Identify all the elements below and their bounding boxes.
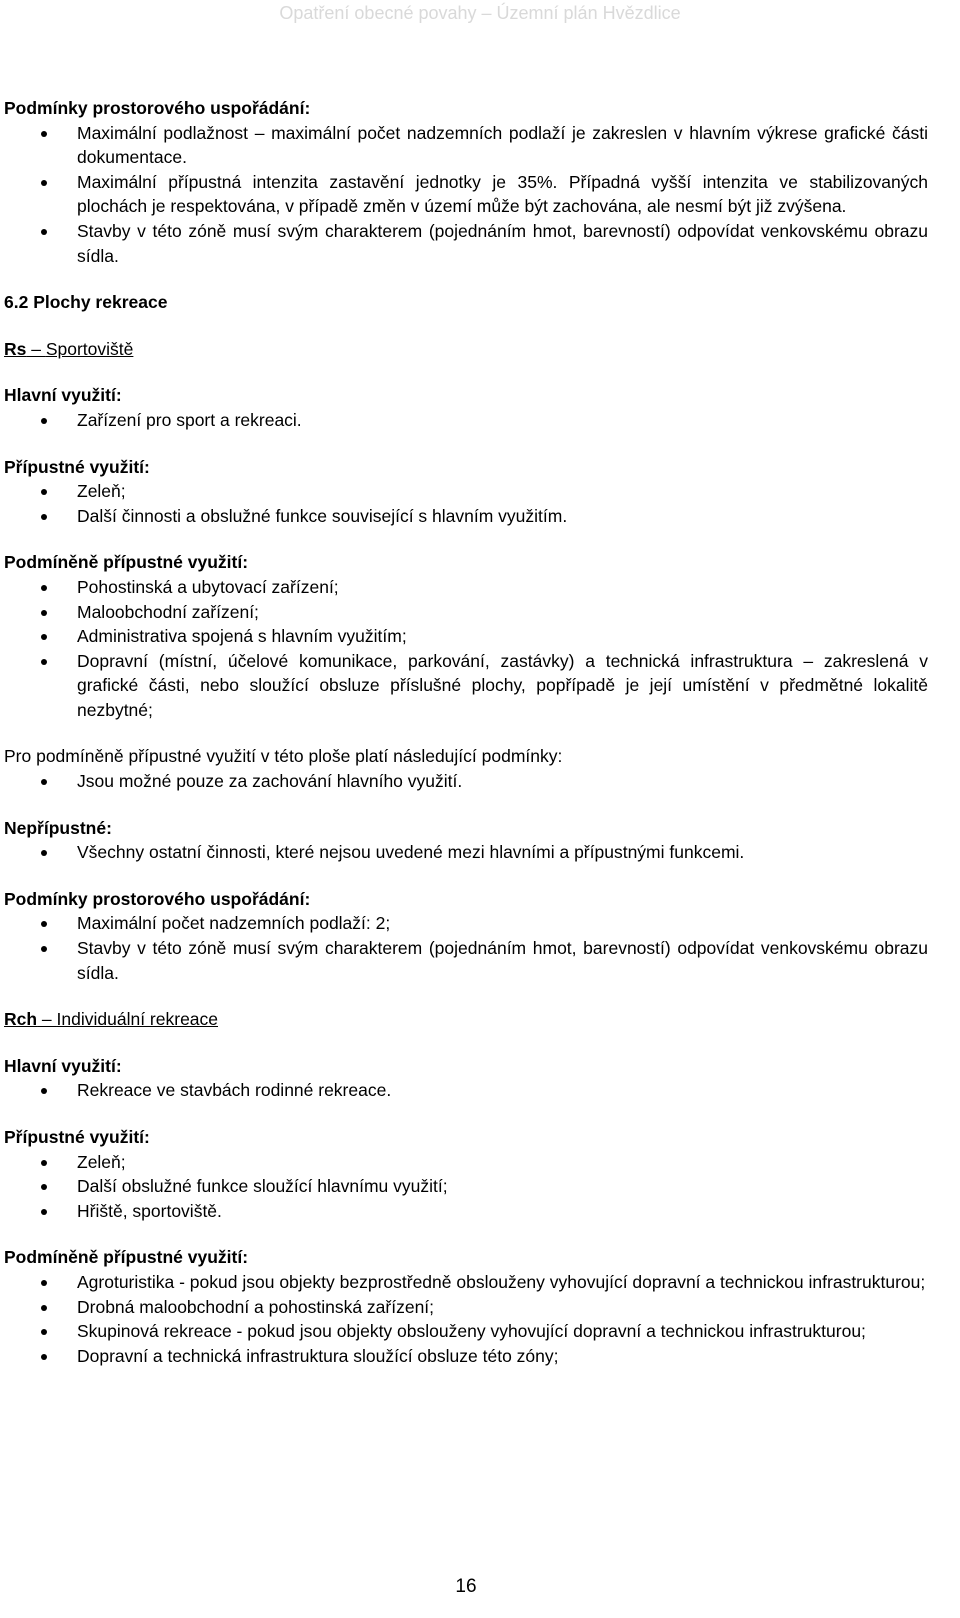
page-header: Opatření obecné povahy – Územní plán Hvězdlice (279, 3, 681, 23)
bullet-list (4, 479, 928, 528)
list-item: Maximální přípustná intenzita zastavění jednotky je 35%. Případná vyšší intenzita ve stabilizovaných plochách je respektována, v případě změn v území může být zachována, ale nesmí být již zvýšena. (4, 170, 928, 219)
section-heading: Podmínky prostorového uspořádání: (4, 888, 311, 909)
list-item: Stavby v této zóně musí svým charakterem (pojednáním hmot, barevností) odpovídat venkovskému obrazu sídla. (4, 936, 928, 985)
list-item: Drobná maloobchodní a pohostinská zařízení; (4, 1295, 928, 1320)
bullet-list (4, 575, 928, 723)
section-heading: Hlavní využití: (4, 385, 122, 406)
zone-title (4, 337, 928, 362)
list-item: Zeleň; (4, 1150, 928, 1175)
zone-separator: – (37, 1009, 57, 1030)
bullet-list (4, 911, 928, 985)
zone-name: Individuální rekreace (56, 1009, 219, 1030)
list-item: Zařízení pro sport a rekreaci. (4, 408, 928, 433)
section-heading: Přípustné využití: (4, 1127, 150, 1147)
bullet-list (4, 121, 928, 269)
list-item: Dopravní a technická infrastruktura sloužící obsluze této zóny; (4, 1344, 928, 1369)
zone-name: Sportoviště (45, 338, 134, 359)
list-item: Skupinová rekreace - pokud jsou objekty obslouženy vyhovující dopravní a technickou infrastrukturou; (4, 1319, 928, 1344)
bullet-list (4, 840, 928, 865)
section-heading: Hlavní využití: (4, 1055, 122, 1076)
zone-title (4, 1007, 928, 1032)
list-item: Administrativa spojená s hlavním využitím; (4, 624, 928, 649)
zone-code: Rch (4, 1009, 38, 1030)
section-heading: Nepřípustné: (4, 817, 112, 838)
bullet-list (4, 408, 928, 433)
list-item: Další obslužné funkce sloužící hlavnímu využití; (4, 1174, 928, 1199)
list-item: Maximální počet nadzemních podlaží: 2; (4, 911, 928, 936)
section-heading: Podmíněně přípustné využití: (4, 552, 249, 573)
document-body (4, 96, 928, 1368)
list-item: Maloobchodní zařízení; (4, 600, 928, 625)
list-item: Agroturistika - pokud jsou objekty bezprostředně obslouženy vyhovující dopravní a technickou infrastrukturou; (4, 1270, 928, 1295)
list-item: Maximální podlažnost – maximální počet nadzemních podlaží je zakreslen v hlavním výkrese grafické části dokumentace. (4, 121, 928, 170)
section-heading: Pro podmíněně přípustné využití v této ploše platí následující podmínky: (4, 746, 563, 767)
zone-code: Rs (4, 338, 27, 359)
bullet-list (4, 769, 928, 794)
page-number: 16 (455, 1576, 477, 1597)
section-heading: Přípustné využití: (4, 456, 150, 477)
section-heading: Podmínky prostorového uspořádání: (4, 98, 311, 118)
list-item: Pohostinská a ubytovací zařízení; (4, 575, 928, 600)
list-item: Všechny ostatní činnosti, které nejsou uvedené mezi hlavními a přípustnými funkcemi. (4, 840, 928, 865)
list-item: Rekreace ve stavbách rodinné rekreace. (4, 1078, 928, 1103)
bullet-list (4, 1270, 928, 1368)
list-item: Zeleň; (4, 479, 928, 504)
section-heading: 6.2 Plochy rekreace (4, 292, 168, 313)
list-item: Stavby v této zóně musí svým charakterem (pojednáním hmot, barevností) odpovídat venkovskému obrazu sídla. (4, 219, 928, 268)
list-item: Další činnosti a obslužné funkce související s hlavním využitím. (4, 504, 928, 529)
bullet-list (4, 1150, 928, 1224)
zone-separator: – (26, 338, 46, 359)
list-item: Hřiště, sportoviště. (4, 1199, 928, 1224)
list-item: Jsou možné pouze za zachování hlavního využití. (4, 769, 928, 794)
section-heading: Podmíněně přípustné využití: (4, 1247, 249, 1268)
bullet-list (4, 1078, 928, 1103)
list-item: Dopravní (místní, účelové komunikace, parkování, zastávky) a technická infrastruktura – zakreslená v grafické části, nebo sloužící obsluze příslušné plochy, popřípadě je její umístění v předmětné lokalitě nezbytné; (4, 649, 928, 723)
